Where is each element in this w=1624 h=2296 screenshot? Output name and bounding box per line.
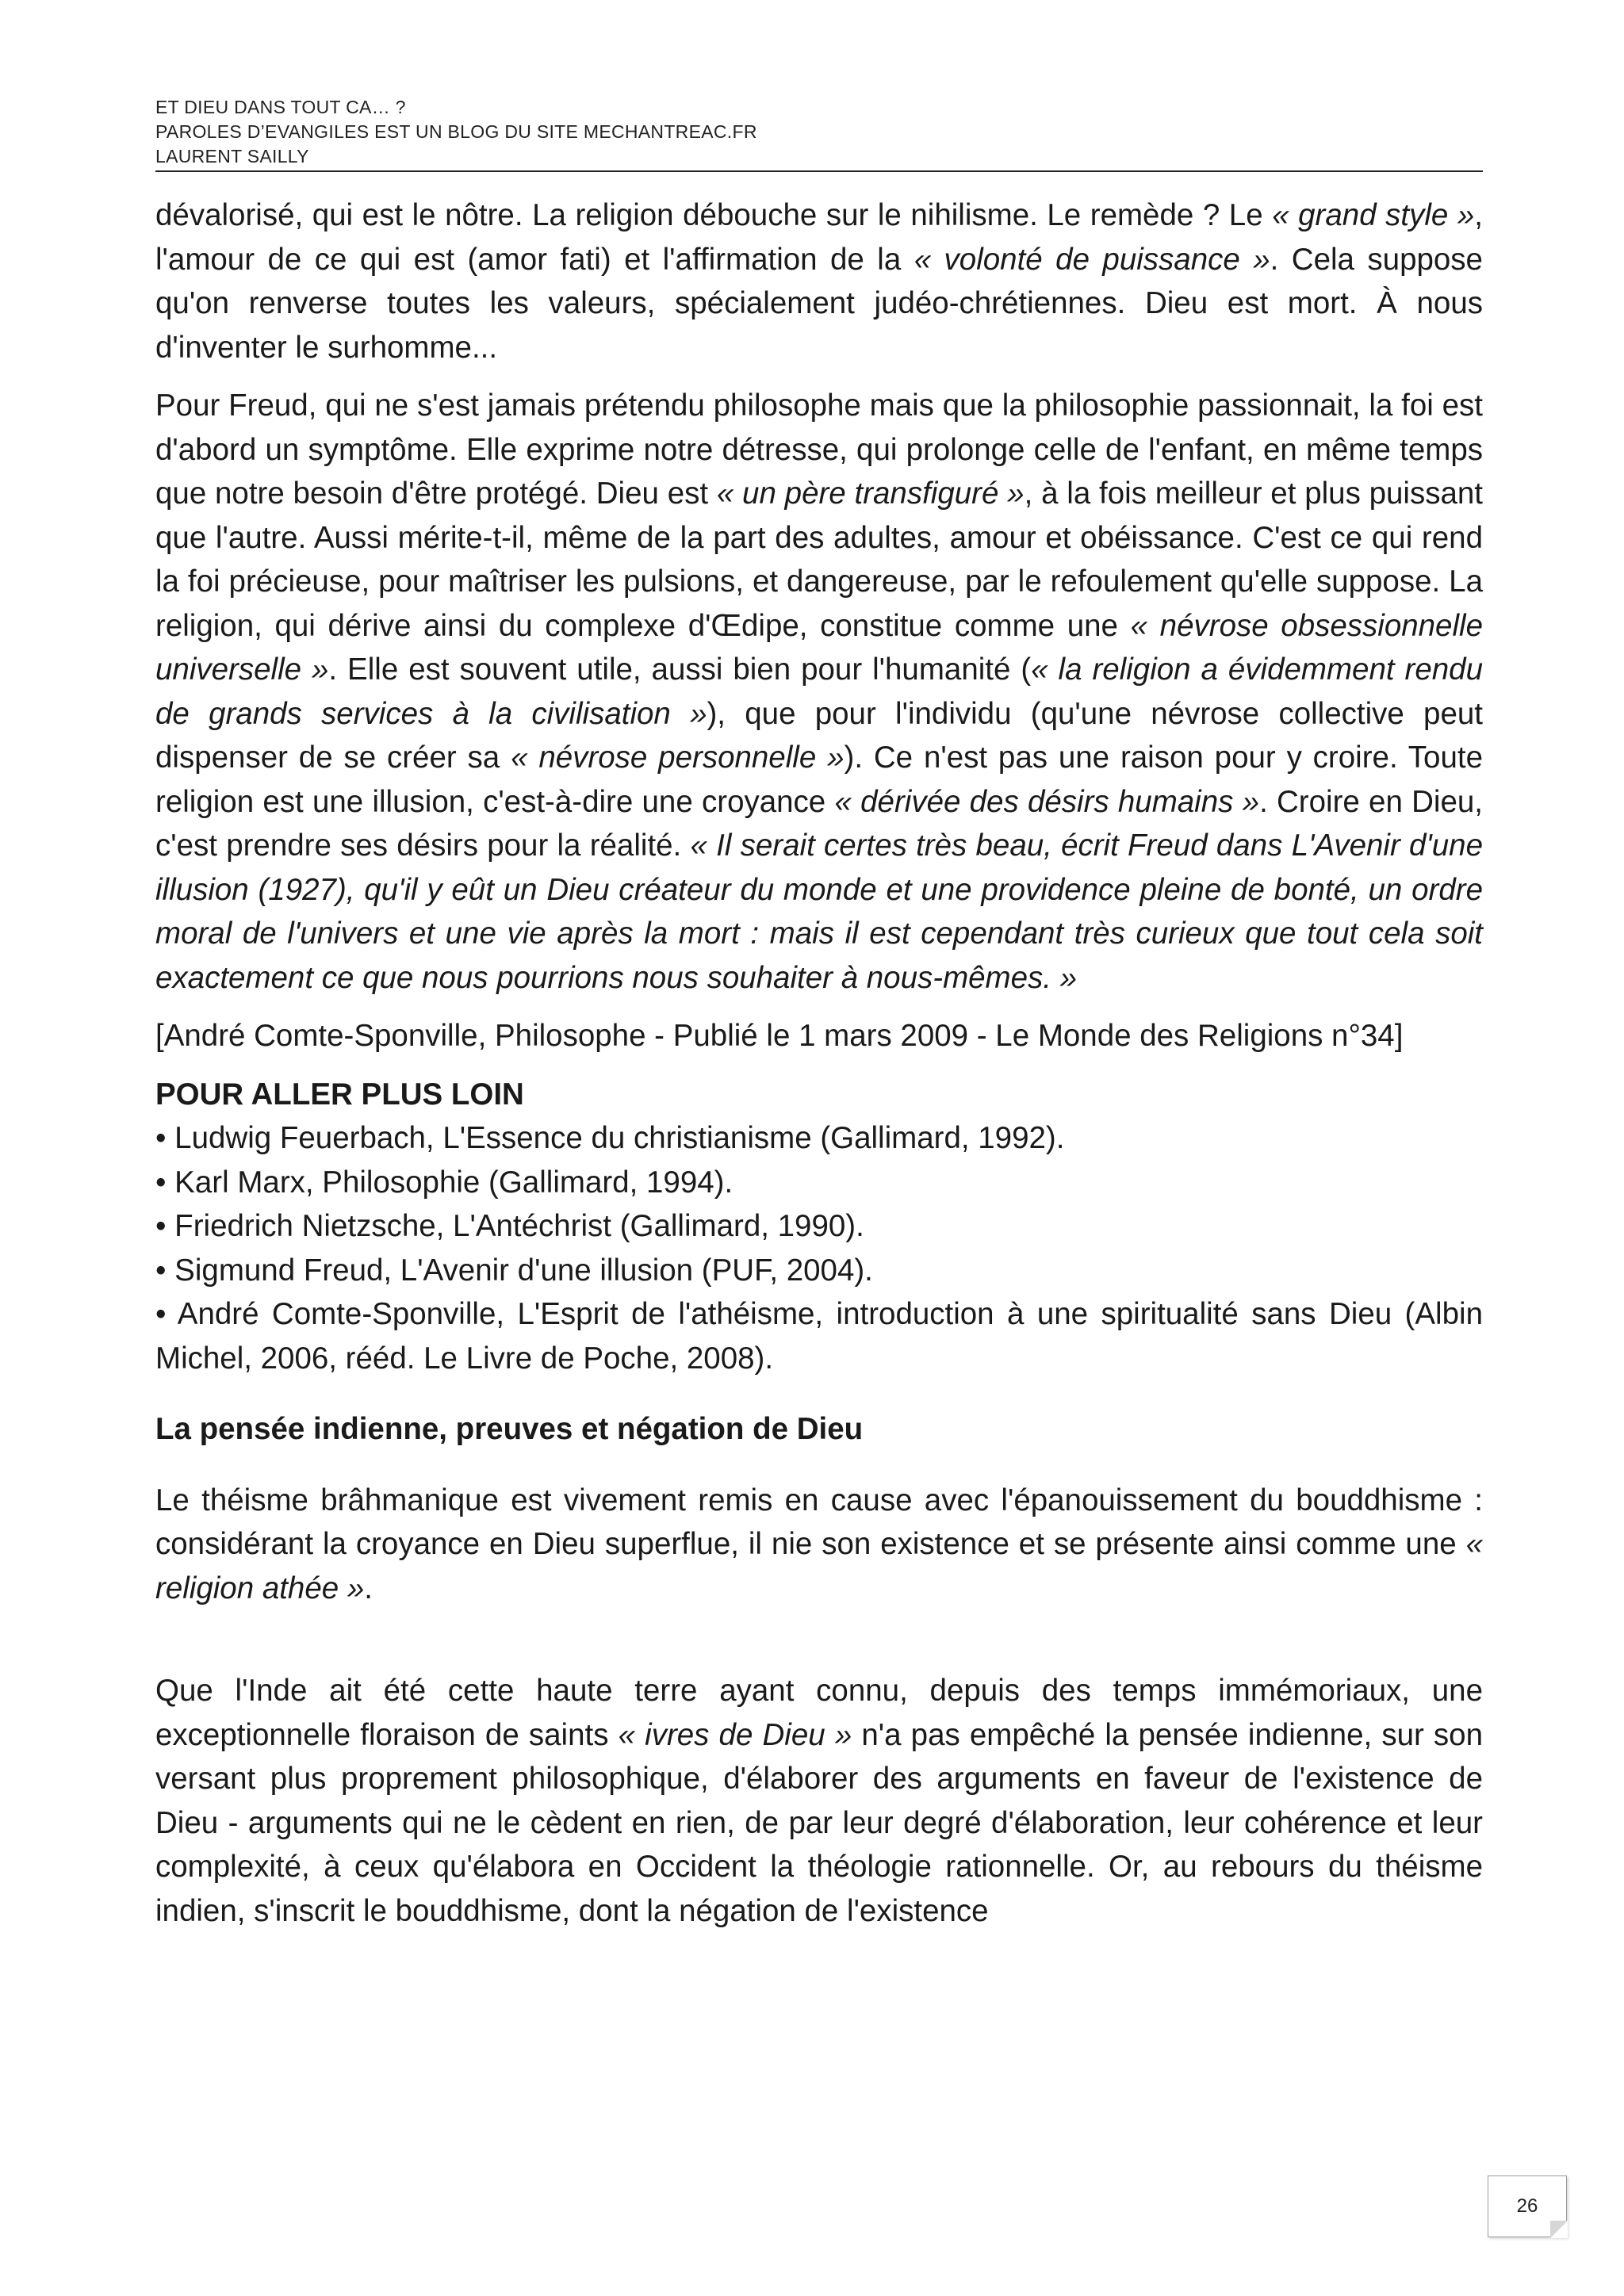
italic-quote: « grand style » [1272,198,1475,232]
italic-quote: « un père transfiguré » [716,476,1025,511]
list-item: • Friedrich Nietzsche, L'Antéchrist (Gallimard, 1990). [155,1209,864,1243]
italic-quote: « religion athée » [155,1527,1483,1605]
italic-quote: « névrose personnelle » [511,740,845,775]
header-title: ET DIEU DANS TOUT CA… ? [155,97,406,117]
text-run: , l'amour de ce qui est (amor fati) et l'affirmation de la [155,198,1483,277]
text-run: . Cela suppose qu'on renverse toutes les valeurs, spécialement judéo-chrétiennes. Dieu est mort. À nous d'inventer le surhomme... [155,242,1483,365]
text-run: ). Ce n'est pas une raison pour y croire. Toute religion est une illusion, c'est-à-dire une croyance [155,740,1483,819]
document-body [155,193,1483,1933]
italic-quote: « la religion a évidemment rendu de grands services à la civilisation » [155,652,1483,731]
list-item: • André Comte-Sponville, L'Esprit de l'athéisme, introduction à une spiritualité sans Dieu (Albin Michel, 2006, rééd. Le Livre de Poche, 2008). [155,1297,1483,1376]
list-item: • Karl Marx, Philosophie (Gallimard, 1994). [155,1165,733,1200]
text-run: Le théisme brâhmanique est vivement remis en cause avec l'épanouissement du bouddhisme : considérant la croyance en Dieu superflue, il nie son existence et se présente ainsi comme une [155,1483,1483,1561]
page-number-badge [1488,2175,1567,2237]
list-item: • Ludwig Feuerbach, L'Essence du christianisme (Gallimard, 1992). [155,1121,1065,1155]
text-run: dévalorisé, qui est le nôtre. La religion débouche sur le nihilisme. Le remède ? Le [155,198,1273,232]
further-reading-list [155,1116,1483,1380]
italic-quote: « dérivée des désirs humains » [834,784,1260,819]
italic-quote: « ivres de Dieu » [618,1717,852,1752]
paragraph-buddhism-intro [155,1479,1483,1611]
paragraph-indian-thought [155,1669,1483,1933]
paragraph-nietzsche [155,193,1483,369]
text-run: . Croire en Dieu, c'est prendre ses désirs pour la réalité. [155,784,1484,863]
text-run: . Elle est souvent utile, aussi bien pour l'humanité ( [328,652,1032,687]
italic-quote: « Il serait certes très beau, écrit Freud dans L'Avenir d'une illusion (1927), qu'il y eût un Dieu créateur du monde et une providence pleine de bonté, un ordre moral de l'univers et une vie après la mort : mais il est cependant très curieux que tout cela soit exactement ce que nous pourrions nous souhaiter à nous-mêmes. » [155,828,1483,995]
text-run: Pour Freud, qui ne s'est jamais prétendu philosophe mais que la philosophie passionnait, la foi est d'abord un symptôme. Elle exprime notre détresse, qui prolonge celle de l'enfant, en même temps que notre besoin d'être protégé. Dieu est [155,388,1483,511]
text-run: ), que pour l'individu (qu'une névrose collective peut dispenser de se créer sa [155,696,1483,775]
text-run: Que l'Inde ait été cette haute terre ayant connu, depuis des temps immémoriaux, une exceptionnelle floraison de saints [155,1674,1483,1752]
header-author: LAURENT SAILLY [155,146,309,166]
list-item: • Sigmund Freud, L'Avenir d'une illusion (PUF, 2004). [155,1253,873,1288]
text-run: n'a pas empêché la pensée indienne, sur son versant plus proprement philosophique, d'élaborer des arguments en faveur de l'existence de Dieu - arguments qui ne le cèdent en rien, de par leur degré d'élaboration, leur cohérence et leur complexité, à ceux qu'élabora en Occident la théologie rationnelle. Or, au rebours du théisme indien, s'inscrit le bouddhisme, dont la négation de l'existence [155,1717,1484,1928]
further-reading-heading: POUR ALLER PLUS LOIN [155,1077,524,1112]
page-header [155,95,1483,172]
paragraph-freud [155,384,1483,1000]
citation: [André Comte-Sponville, Philosophe - Publié le 1 mars 2009 - Le Monde des Religions n°34] [155,1019,1404,1053]
page-number: 26 [1516,2195,1538,2217]
header-blog-line: PAROLES D’EVANGILES EST UN BLOG DU SITE MECHANTREAC.FR [155,121,757,142]
italic-quote: « volonté de puissance » [914,242,1270,277]
page-curl-icon [1550,2221,1568,2238]
italic-quote: « névrose obsessionnelle universelle » [155,608,1483,687]
text-run: , à la fois meilleur et plus puissant que l'autre. Aussi mérite-t-il, même de la part des adultes, amour et obéissance. C'est ce qui rend la foi précieuse, pour maîtriser les pulsions, et dangereuse, par le refoulement qu'elle suppose. La religion, qui dérive ainsi du complexe d'Œdipe, constitue comme une [155,476,1484,643]
text-run: . [364,1571,373,1605]
section-heading: La pensée indienne, preuves et négation de Dieu [155,1412,864,1446]
